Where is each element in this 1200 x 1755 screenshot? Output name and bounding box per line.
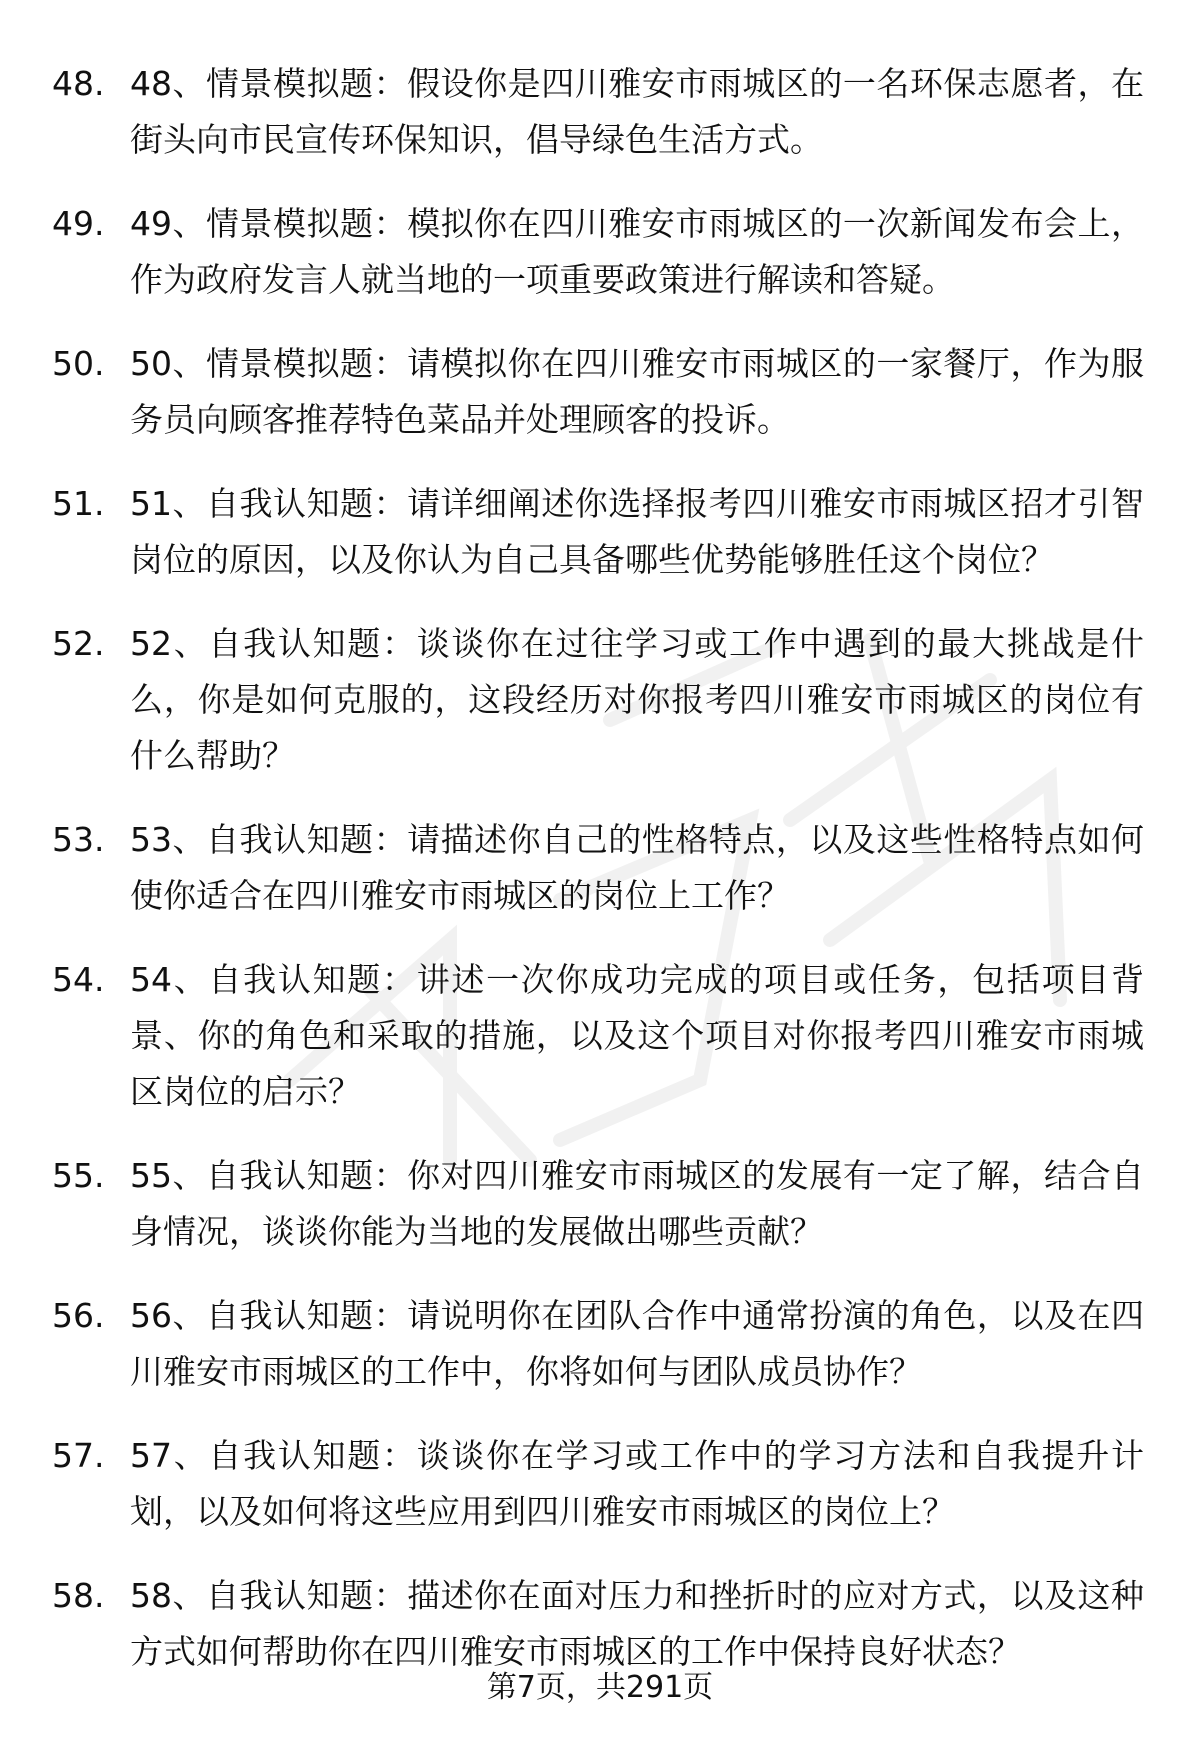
question-item-55 — [52, 1148, 1152, 1260]
question-item-58 — [52, 1568, 1152, 1680]
question-item-54 — [52, 952, 1152, 1120]
question-number: 48. — [52, 64, 105, 103]
question-number: 49. — [52, 204, 105, 243]
question-text: 50、情景模拟题：请模拟你在四川雅安市雨城区的一家餐厅，作为服务员向顾客推荐特色菜品并处理顾客的投诉。 — [130, 344, 1144, 439]
question-item-50 — [52, 336, 1152, 448]
question-number: 57. — [52, 1436, 105, 1475]
question-number: 56. — [52, 1296, 105, 1335]
question-number: 53. — [52, 820, 105, 859]
question-text: 53、自我认知题：请描述你自己的性格特点，以及这些性格特点如何使你适合在四川雅安市雨城区的岗位上工作？ — [130, 820, 1144, 915]
question-text: 55、自我认知题：你对四川雅安市雨城区的发展有一定了解，结合自身情况，谈谈你能为当地的发展做出哪些贡献？ — [130, 1156, 1144, 1251]
question-item-48 — [52, 56, 1152, 168]
question-number: 58. — [52, 1576, 105, 1615]
question-item-49 — [52, 196, 1152, 308]
question-text: 54、自我认知题：讲述一次你成功完成的项目或任务，包括项目背景、你的角色和采取的措施，以及这个项目对你报考四川雅安市雨城区岗位的启示？ — [130, 960, 1144, 1111]
question-text: 56、自我认知题：请说明你在团队合作中通常扮演的角色，以及在四川雅安市雨城区的工作中，你将如何与团队成员协作？ — [130, 1296, 1144, 1391]
question-item-51 — [52, 476, 1152, 588]
question-number: 52. — [52, 624, 105, 663]
question-text: 49、情景模拟题：模拟你在四川雅安市雨城区的一次新闻发布会上，作为政府发言人就当地的一项重要政策进行解读和答疑。 — [130, 204, 1144, 299]
question-number: 50. — [52, 344, 105, 383]
question-item-56 — [52, 1288, 1152, 1400]
question-list — [52, 56, 1152, 1708]
question-text: 48、情景模拟题：假设你是四川雅安市雨城区的一名环保志愿者，在街头向市民宣传环保知识，倡导绿色生活方式。 — [130, 64, 1144, 159]
question-number: 51. — [52, 484, 105, 523]
page-footer: 第7页，共291页 — [486, 1670, 714, 1705]
question-text: 52、自我认知题：谈谈你在过往学习或工作中遇到的最大挑战是什么，你是如何克服的，这段经历对你报考四川雅安市雨城区的岗位有什么帮助？ — [130, 624, 1144, 775]
question-number: 54. — [52, 960, 105, 999]
question-text: 57、自我认知题：谈谈你在学习或工作中的学习方法和自我提升计划，以及如何将这些应用到四川雅安市雨城区的岗位上？ — [130, 1436, 1144, 1531]
question-text: 51、自我认知题：请详细阐述你选择报考四川雅安市雨城区招才引智岗位的原因，以及你认为自己具备哪些优势能够胜任这个岗位？ — [130, 484, 1144, 579]
question-item-57 — [52, 1428, 1152, 1540]
question-number: 55. — [52, 1156, 105, 1195]
question-item-52 — [52, 616, 1152, 784]
question-text: 58、自我认知题：描述你在面对压力和挫折时的应对方式，以及这种方式如何帮助你在四川雅安市雨城区的工作中保持良好状态？ — [130, 1576, 1144, 1671]
question-item-53 — [52, 812, 1152, 924]
